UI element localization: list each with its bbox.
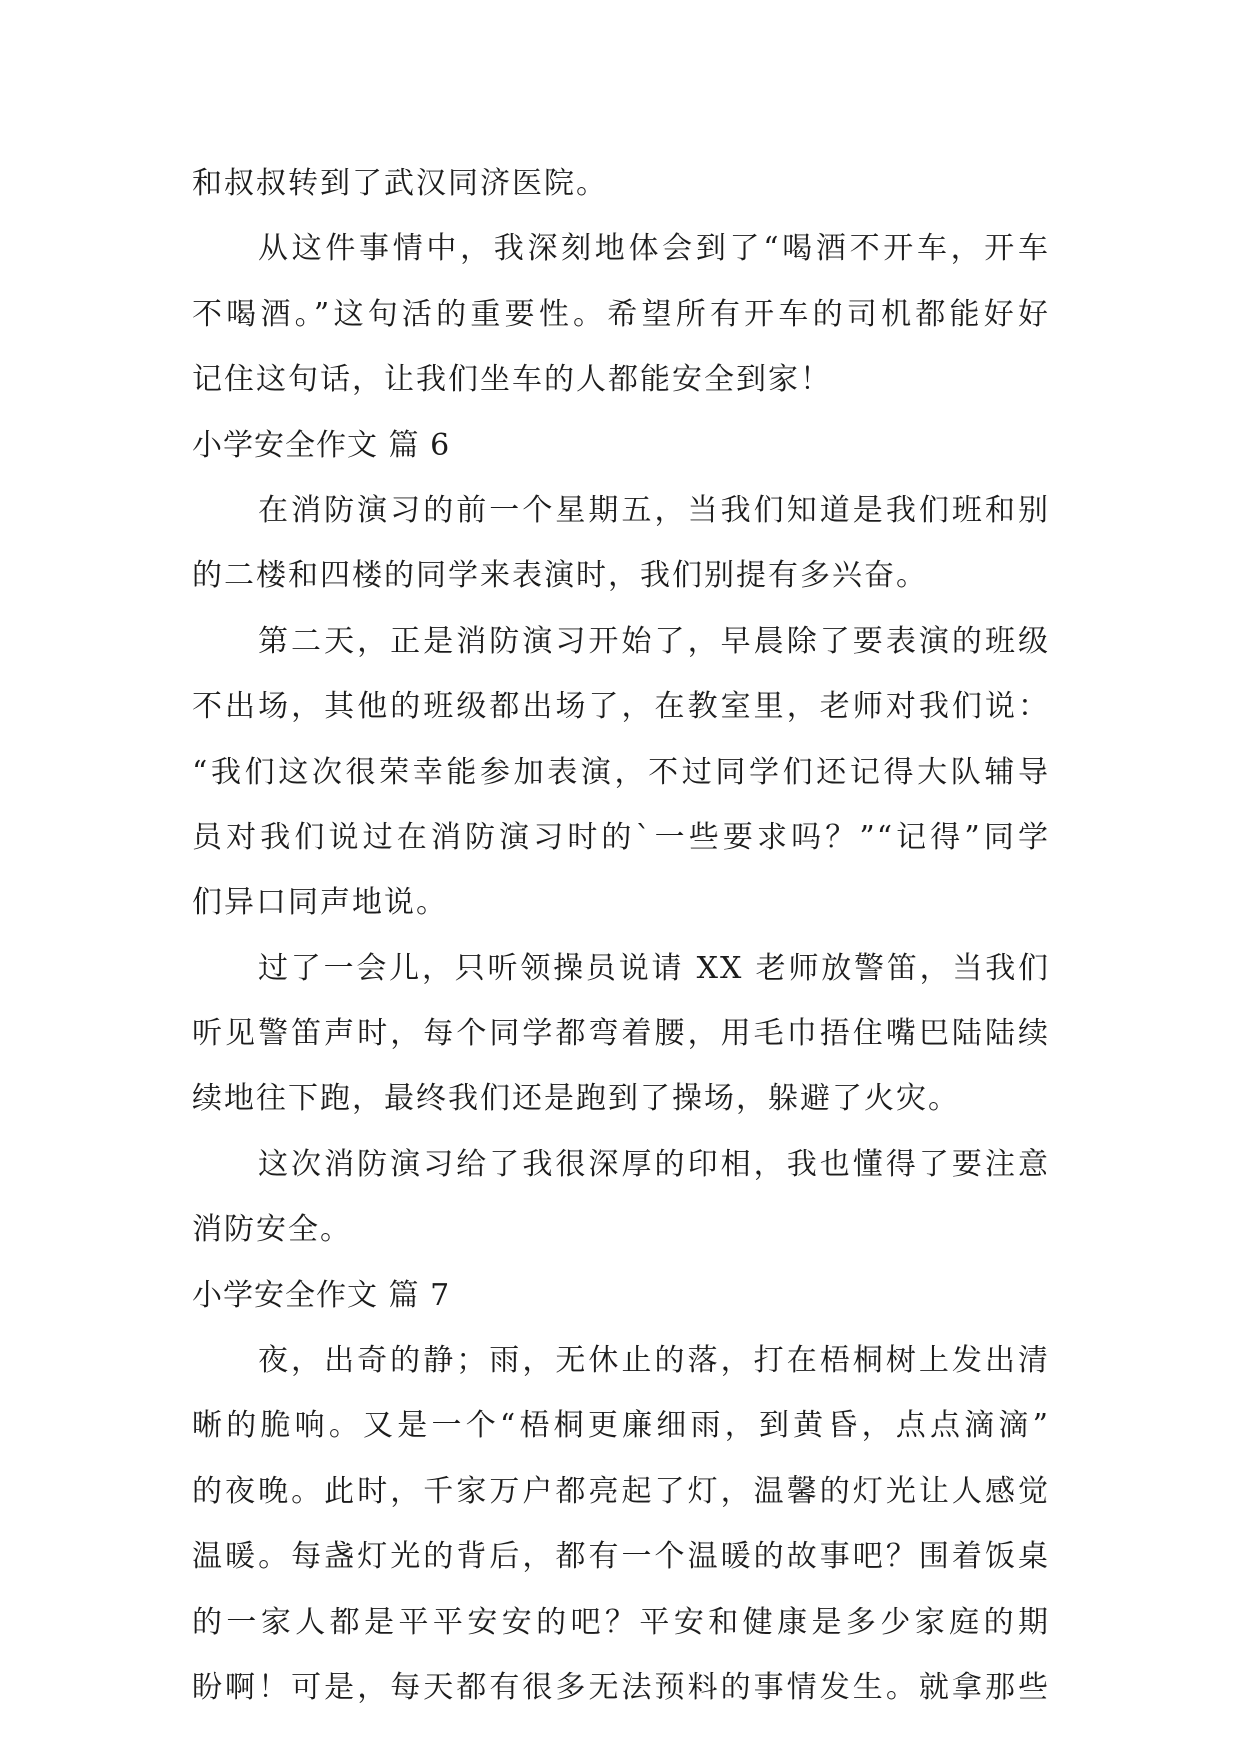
text-line: 过了一会儿，只听领操员说请 XX 老师放警笛，当我们 <box>258 950 1050 986</box>
text-line: 员对我们说过在消防演习时的`一些要求吗？”“记得”同学 <box>192 819 1050 855</box>
text-line: 记住这句话，让我们坐车的人都能安全到家！ <box>192 362 832 398</box>
text-line: 的夜晚。此时，千家万户都亮起了灯，温馨的灯光让人感觉 <box>192 1473 1050 1509</box>
section-heading: 小学安全作文 篇 6 <box>192 427 451 463</box>
text-line: 晰的脆响。又是一个“梧桐更廉细雨，到黄昏，点点滴滴” <box>192 1408 1050 1444</box>
text-line: 消防安全。 <box>192 1212 352 1248</box>
text-line: 夜，出奇的静；雨，无休止的落，打在梧桐树上发出清 <box>258 1343 1050 1379</box>
text-line: “我们这次很荣幸能参加表演，不过同学们还记得大队辅导 <box>192 754 1050 790</box>
text-line: 不出场，其他的班级都出场了，在教室里，老师对我们说： <box>192 689 1050 725</box>
text-line: 这次消防演习给了我很深厚的印相，我也懂得了要注意 <box>258 1146 1050 1182</box>
text-line: 温暖。每盏灯光的背后，都有一个温暖的故事吧？围着饭桌 <box>192 1539 1050 1575</box>
text-line: 的二楼和四楼的同学来表演时，我们别提有多兴奋。 <box>192 558 928 594</box>
paragraph <box>192 216 1050 412</box>
paragraph <box>192 478 1050 609</box>
paragraph <box>192 609 1050 936</box>
paragraph <box>192 936 1050 1132</box>
paragraph <box>192 1132 1050 1263</box>
text-line: 听见警笛声时，每个同学都弯着腰，用毛巾捂住嘴巴陆陆续 <box>192 1016 1050 1052</box>
text-line: 的一家人都是平平安安的吧？平安和健康是多少家庭的期 <box>192 1604 1050 1640</box>
section-heading: 小学安全作文 篇 7 <box>192 1277 451 1313</box>
text-line: 们异口同声地说。 <box>192 885 448 921</box>
text-line: 在消防演习的前一个星期五，当我们知道是我们班和别 <box>258 492 1050 528</box>
text-line: 从这件事情中，我深刻地体会到了“喝酒不开车，开车 <box>258 231 1050 267</box>
text-line: 和叔叔转到了武汉同济医院。 <box>192 166 608 201</box>
text-line: 第二天，正是消防演习开始了，早晨除了要表演的班级 <box>258 623 1050 659</box>
paragraph <box>192 1328 1050 1720</box>
text-line: 续地往下跑，最终我们还是跑到了操场，躲避了火灾。 <box>192 1081 960 1117</box>
paragraph <box>192 151 1050 216</box>
text-line: 不喝酒。”这句活的重要性。希望所有开车的司机都能好好 <box>192 296 1050 332</box>
text-line: 盼啊！可是，每天都有很多无法预料的事情发生。就拿那些 <box>192 1669 1050 1705</box>
document-body <box>192 151 1050 1720</box>
